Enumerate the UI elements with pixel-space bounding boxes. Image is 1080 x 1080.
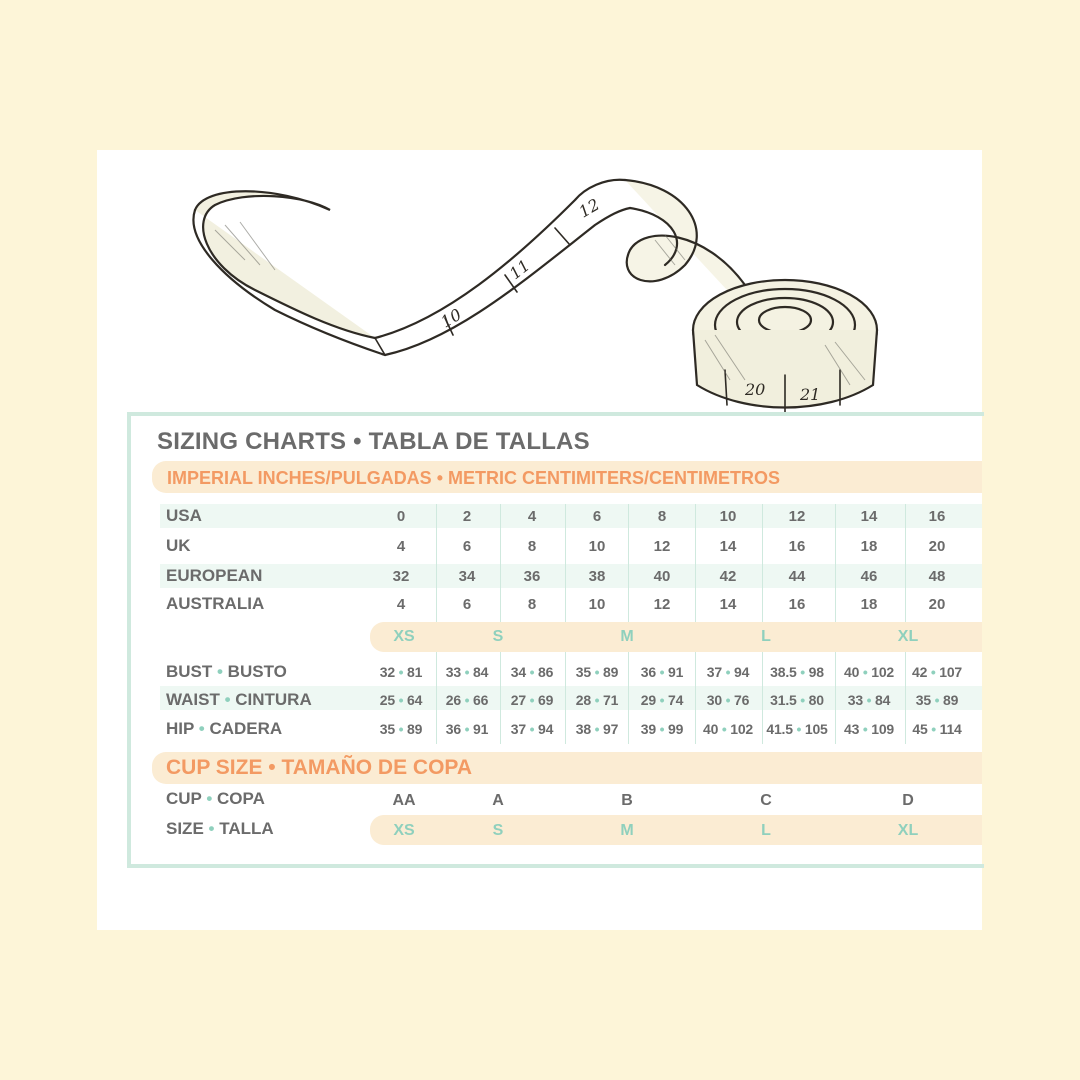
measurement-cell: 25 • 64 [379, 692, 423, 708]
bullet-separator: • [398, 664, 404, 680]
bullet-separator: • [659, 692, 665, 708]
measurement-cell: 35 • 89 [915, 692, 959, 708]
svg-text:10: 10 [437, 304, 465, 332]
size-cell: 6 [592, 508, 602, 525]
bullet-separator: • [464, 692, 470, 708]
size-cell: 16 [928, 508, 946, 525]
size-cell: 18 [860, 538, 878, 555]
size-cell: 10 [588, 596, 606, 613]
size-cell: 4 [396, 596, 406, 613]
measurement-cell: 33 • 84 [847, 692, 891, 708]
svg-text:12: 12 [575, 194, 603, 222]
bullet-separator: • [659, 664, 665, 680]
size-cell: 36 [523, 568, 541, 585]
bullet-separator: • [930, 664, 936, 680]
letter-size-label: M [620, 628, 634, 645]
measurement-cell: 35 • 89 [575, 664, 619, 680]
row-stripe [160, 504, 982, 528]
size-cell: 10 [719, 508, 737, 525]
bullet-separator: • [398, 721, 404, 737]
cup-section-title: CUP SIZE • TAMAÑO DE COPA [166, 756, 473, 779]
cup-label: AA [392, 792, 416, 809]
measurement-cell: 36 • 91 [445, 721, 489, 737]
measurement-cell: 38 • 97 [575, 721, 619, 737]
size-cell: 14 [860, 508, 878, 525]
row-stripe [160, 564, 982, 588]
size-cell: 16 [788, 596, 806, 613]
cup-size-band [370, 815, 982, 845]
bullet-separator: • [464, 664, 470, 680]
bullet-separator: • [217, 662, 223, 681]
svg-text:21: 21 [800, 385, 821, 404]
measurement-cell: 43 • 109 [843, 721, 895, 737]
measurement-cell: 30 • 76 [706, 692, 750, 708]
row-label-australia: AUSTRALIA [166, 594, 265, 613]
measurement-cell: 26 • 66 [445, 692, 489, 708]
measurement-cell: 40 • 102 [843, 664, 895, 680]
cup-label: C [760, 792, 772, 809]
row-label-size: SIZE • TALLA [166, 819, 274, 838]
size-cell: 12 [788, 508, 806, 525]
bullet-separator: • [198, 719, 205, 738]
letter-size-label: L [761, 628, 771, 645]
row-label-european: EUROPEAN [166, 566, 263, 585]
bullet-separator: • [931, 721, 936, 737]
cup-size-label: S [492, 822, 504, 839]
letter-size-label: XS [393, 628, 415, 645]
size-cell: 38 [588, 568, 606, 585]
cup-size-label: L [761, 822, 771, 839]
bullet-separator: • [206, 789, 213, 808]
bullet-separator: • [796, 721, 802, 737]
measurement-cell: 40 • 102 [702, 721, 754, 737]
cup-label: B [621, 792, 633, 809]
size-cell: 44 [788, 568, 806, 585]
letter-size-band [370, 622, 982, 652]
bullet-separator: • [800, 664, 805, 680]
measuring-tape-illustration [185, 170, 905, 430]
size-cell: 14 [719, 596, 737, 613]
cup-label: A [492, 792, 504, 809]
size-cell: 16 [788, 538, 806, 555]
letter-size-label: S [492, 628, 504, 645]
size-cell: 4 [396, 538, 406, 555]
row-label-waist: WAIST • CINTURA [166, 690, 312, 709]
bullet-separator: • [594, 664, 600, 680]
cup-size-label: M [620, 822, 634, 839]
bullet-separator: • [862, 664, 868, 680]
measurement-cell: 45 • 114 [912, 721, 962, 737]
size-cell: 42 [719, 568, 737, 585]
measurement-cell: 39 • 99 [640, 721, 684, 737]
bullet-separator: • [529, 664, 535, 680]
bullet-separator: • [224, 690, 231, 709]
bullet-separator: • [725, 664, 731, 680]
size-cell: 20 [928, 538, 946, 555]
svg-text:11: 11 [505, 255, 534, 284]
size-cell: 40 [653, 568, 671, 585]
size-cell: 18 [860, 596, 878, 613]
size-cell: 8 [527, 538, 537, 555]
bullet-separator: • [529, 721, 535, 737]
measurement-cell: 29 • 74 [640, 692, 684, 708]
row-label-uk: UK [166, 536, 191, 555]
page-title: SIZING CHARTS • TABLA DE TALLAS [157, 428, 590, 455]
measurement-cell: 27 • 69 [510, 692, 554, 708]
cup-size-label: XS [393, 822, 415, 839]
size-cell: 6 [462, 596, 472, 613]
size-cell: 20 [928, 596, 946, 613]
size-cell: 14 [719, 538, 737, 555]
measurement-cell: 31.5 • 80 [770, 692, 824, 708]
measurement-cell: 42 • 107 [911, 664, 963, 680]
size-cell: 46 [860, 568, 878, 585]
size-cell: 0 [396, 508, 406, 525]
bullet-separator: • [934, 692, 940, 708]
size-cell: 10 [588, 538, 606, 555]
row-label-cup: CUP • COPA [166, 789, 265, 808]
size-cell: 8 [527, 596, 537, 613]
bullet-separator: • [721, 721, 727, 737]
bullet-separator: • [800, 692, 805, 708]
measurement-cell: 36 • 91 [640, 664, 684, 680]
measurement-cell: 41.5 • 105 [766, 721, 828, 737]
bullet-separator: • [594, 692, 600, 708]
size-cell: 48 [928, 568, 946, 585]
bullet-separator: • [208, 819, 215, 838]
size-cell: 4 [527, 508, 537, 525]
size-cell: 32 [392, 568, 410, 585]
size-cell: 6 [462, 538, 472, 555]
row-label-bust: BUST • BUSTO [166, 662, 287, 681]
measurement-cell: 32 • 81 [379, 664, 423, 680]
measurement-cell: 28 • 71 [575, 692, 619, 708]
measurement-cell: 33 • 84 [445, 664, 489, 680]
measurement-cell: 37 • 94 [510, 721, 554, 737]
bullet-separator: • [398, 692, 404, 708]
cup-size-label: XL [897, 822, 919, 839]
row-label-hip: HIP • CADERA [166, 719, 283, 738]
size-cell: 8 [657, 508, 667, 525]
units-banner-text: IMPERIAL INCHES/PULGADAS • METRIC CENTIMITERS/CENTIMETROS [167, 468, 780, 488]
measurement-cell: 38.5 • 98 [770, 664, 824, 680]
measurement-cell: 34 • 86 [510, 664, 554, 680]
measurement-cell: 37 • 94 [706, 664, 750, 680]
bullet-separator: • [866, 692, 872, 708]
size-cell: 2 [462, 508, 472, 525]
row-label-usa: USA [166, 506, 202, 525]
bullet-separator: • [594, 721, 600, 737]
letter-size-label: XL [897, 628, 919, 645]
size-cell: 34 [458, 568, 476, 585]
bullet-separator: • [659, 721, 665, 737]
size-cell: 12 [653, 538, 671, 555]
svg-text:20: 20 [745, 380, 766, 399]
bullet-separator: • [529, 692, 535, 708]
measurement-cell: 35 • 89 [379, 721, 423, 737]
cup-label: D [902, 792, 914, 809]
bullet-separator: • [862, 721, 868, 737]
bullet-separator: • [725, 692, 731, 708]
bullet-separator: • [464, 721, 470, 737]
size-cell: 12 [653, 596, 671, 613]
